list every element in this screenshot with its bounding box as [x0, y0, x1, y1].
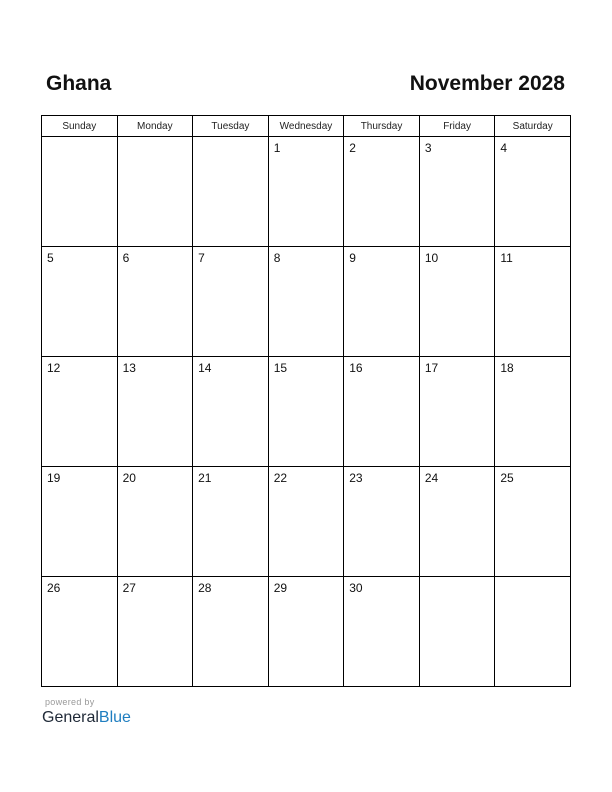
- day-number: 27: [122, 581, 136, 595]
- day-cell: [117, 467, 193, 577]
- day-cell: [344, 357, 420, 467]
- day-cell: [117, 357, 193, 467]
- day-number: [118, 137, 193, 141]
- day-number: 29: [273, 581, 288, 595]
- day-number: [193, 137, 268, 141]
- day-number: 3: [424, 141, 432, 155]
- day-cell: [42, 357, 118, 467]
- day-number: 12: [47, 361, 61, 375]
- powered-by-text: powered by: [45, 697, 95, 707]
- country-title: Ghana: [46, 72, 112, 95]
- weekday-saturday: Saturday: [495, 116, 571, 137]
- day-cell: [495, 467, 571, 577]
- day-number: 16: [349, 361, 363, 375]
- day-cell: [344, 247, 420, 357]
- day-cell: [344, 137, 420, 247]
- weekday-sunday: Sunday: [42, 116, 118, 137]
- generalblue-logo[interactable]: [42, 708, 131, 728]
- day-number: [420, 577, 495, 581]
- day-number: 30: [349, 581, 363, 595]
- day-cell: [419, 137, 495, 247]
- day-cell: [495, 577, 571, 687]
- day-cell: [193, 467, 269, 577]
- day-number: 18: [500, 361, 514, 375]
- day-number: 13: [122, 361, 136, 375]
- day-cell: [193, 247, 269, 357]
- day-number: 5: [47, 251, 54, 265]
- day-cell: [419, 467, 495, 577]
- day-number: 8: [273, 251, 281, 265]
- day-cell: [193, 137, 269, 247]
- day-cell: [42, 467, 118, 577]
- day-number: 19: [47, 471, 61, 485]
- day-number: 10: [424, 251, 439, 265]
- month-year-title: November 2028: [409, 72, 565, 95]
- week-row: [42, 137, 571, 247]
- day-number: 15: [273, 361, 288, 375]
- day-number: [495, 577, 570, 581]
- day-cell: [344, 467, 420, 577]
- brand-name-general: General: [42, 709, 99, 726]
- day-number: 22: [273, 471, 288, 485]
- day-cell: [193, 357, 269, 467]
- day-number: 24: [424, 471, 439, 485]
- day-number: 23: [349, 471, 363, 485]
- weekday-friday: Friday: [419, 116, 495, 137]
- day-number: 14: [198, 361, 212, 375]
- weekday-thursday: Thursday: [344, 116, 420, 137]
- weekday-monday: Monday: [117, 116, 193, 137]
- day-number: 21: [198, 471, 212, 485]
- day-number: 20: [122, 471, 136, 485]
- day-cell: [42, 577, 118, 687]
- week-row: [42, 577, 571, 687]
- day-number: 17: [424, 361, 439, 375]
- day-cell: [117, 247, 193, 357]
- brand-name-blue: Blue: [98, 709, 131, 726]
- day-cell: [344, 577, 420, 687]
- day-number: 7: [198, 251, 205, 265]
- day-number: 9: [349, 251, 356, 265]
- weekday-header-row: [42, 116, 571, 137]
- day-number: [42, 137, 117, 141]
- week-row: [42, 247, 571, 357]
- day-cell: [117, 137, 193, 247]
- day-cell: [193, 577, 269, 687]
- day-cell: [268, 247, 344, 357]
- day-number: 4: [500, 141, 508, 155]
- day-cell: [495, 247, 571, 357]
- day-number: 2: [349, 141, 356, 155]
- day-cell: [419, 577, 495, 687]
- day-number: 25: [500, 471, 514, 485]
- day-cell: [495, 137, 571, 247]
- day-cell: [268, 357, 344, 467]
- weekday-tuesday: Tuesday: [193, 116, 269, 137]
- day-number: 6: [122, 251, 130, 265]
- day-cell: [268, 137, 344, 247]
- day-cell: [42, 137, 118, 247]
- day-cell: [117, 577, 193, 687]
- day-number: 1: [273, 141, 281, 155]
- day-cell: [419, 247, 495, 357]
- day-cell: [268, 467, 344, 577]
- day-cell: [42, 247, 118, 357]
- calendar-grid: [41, 115, 571, 687]
- day-cell: [495, 357, 571, 467]
- weekday-wednesday: Wednesday: [268, 116, 344, 137]
- day-cell: [268, 577, 344, 687]
- week-row: [42, 357, 571, 467]
- day-number: 26: [47, 581, 61, 595]
- day-cell: [419, 357, 495, 467]
- day-number: 28: [198, 581, 212, 595]
- week-row: [42, 467, 571, 577]
- day-number: 11: [500, 251, 513, 265]
